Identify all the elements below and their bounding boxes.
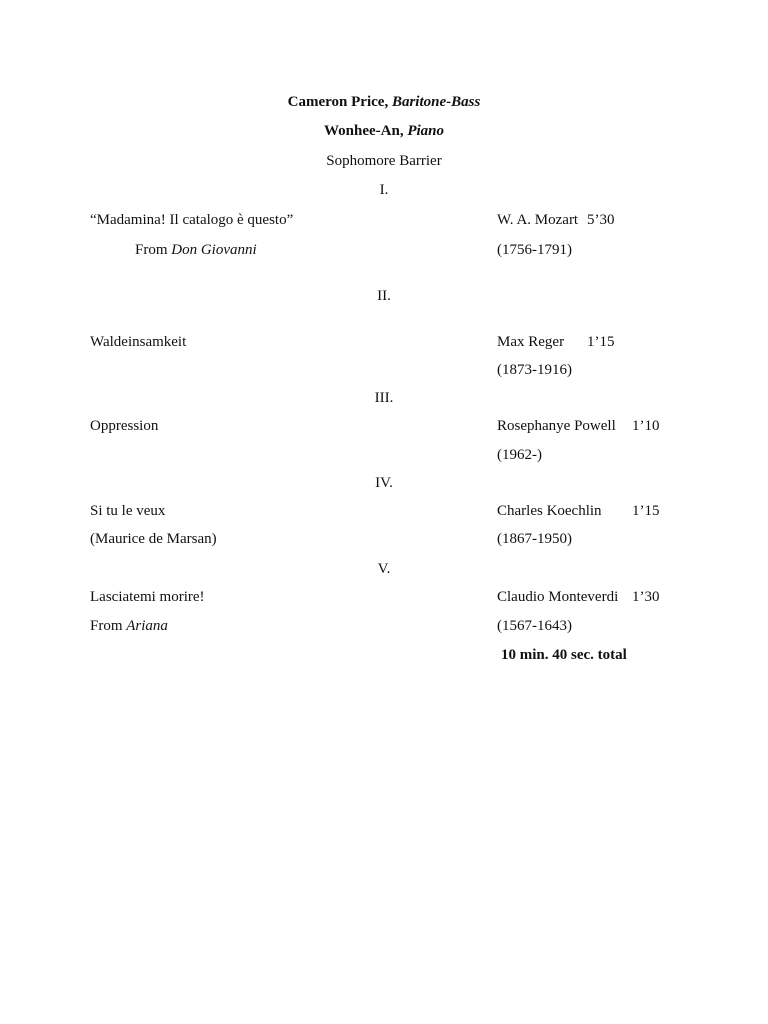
piece-source-prefix-1: From xyxy=(135,242,168,258)
piece-title-1: “Madamina! Il catalogo è questo” xyxy=(90,212,294,228)
performer-line xyxy=(0,93,768,111)
duration-3: 1’10 xyxy=(632,418,660,434)
piece-title-4: Si tu le veux xyxy=(90,503,166,519)
piece-poet-4: (Maurice de Marsan) xyxy=(90,531,217,547)
composer-dates-1: (1756-1791) xyxy=(497,242,572,258)
set-numeral-5: V. xyxy=(377,561,391,577)
duration-5: 1’30 xyxy=(632,589,660,605)
composer-2: Max Reger xyxy=(497,334,565,350)
composer-dates-5: (1567-1643) xyxy=(497,618,572,634)
composer-dates-2: (1873-1916) xyxy=(497,362,572,378)
set-numeral-4: IV. xyxy=(375,475,393,491)
composer-5: Claudio Monteverdi xyxy=(497,589,619,605)
piece-source-work-5: Ariana xyxy=(126,618,168,634)
duration-2: 1’15 xyxy=(587,334,615,350)
accompanist-line xyxy=(0,122,768,140)
event-title: Sophomore Barrier xyxy=(326,153,442,169)
performer-voice: Baritone-Bass xyxy=(391,94,481,110)
composer-1: W. A. Mozart xyxy=(497,212,579,228)
piece-title-3: Oppression xyxy=(90,418,159,434)
duration-4: 1’15 xyxy=(632,503,660,519)
duration-1: 5’30 xyxy=(587,212,615,228)
composer-4: Charles Koechlin xyxy=(497,503,602,519)
piece-title-5: Lasciatemi morire! xyxy=(90,589,205,605)
accompanist-name: Wonhee-An, xyxy=(323,123,404,139)
composer-dates-4: (1867-1950) xyxy=(497,531,572,547)
set-numeral-1: I. xyxy=(379,182,389,198)
composer-3: Rosephanye Powell xyxy=(497,418,616,434)
accompanist-instrument: Piano xyxy=(407,123,445,139)
piece-source-prefix-5: From xyxy=(90,618,123,634)
piece-source-1 xyxy=(135,241,257,259)
set-numeral-2: II. xyxy=(377,288,391,304)
performer-name: Cameron Price, xyxy=(287,94,389,110)
piece-source-5 xyxy=(90,617,168,635)
piece-source-work-1: Don Giovanni xyxy=(171,242,257,258)
total-duration: 10 min. 40 sec. total xyxy=(501,647,627,663)
set-numeral-3: III. xyxy=(374,390,394,406)
piece-title-2: Waldeinsamkeit xyxy=(90,334,187,350)
composer-dates-3: (1962-) xyxy=(497,447,542,463)
